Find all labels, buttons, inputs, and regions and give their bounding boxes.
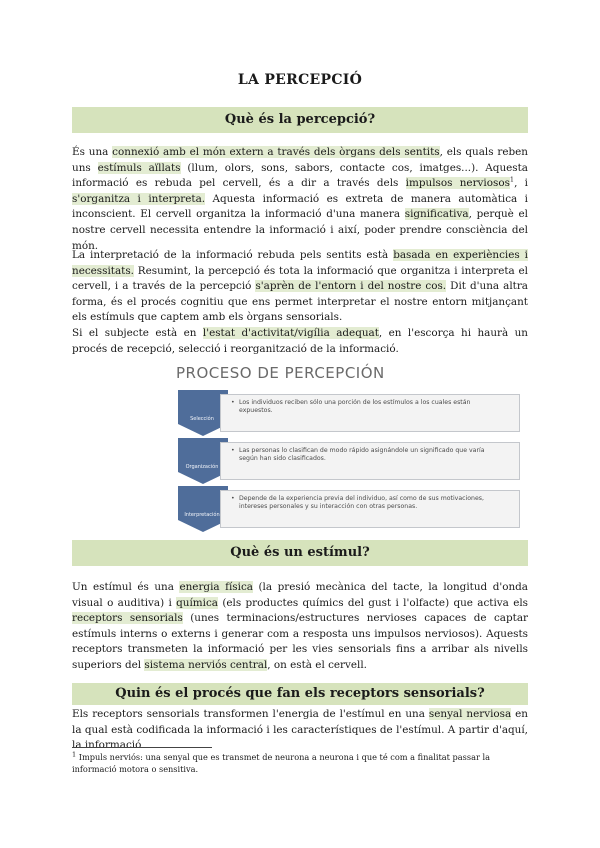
paragraph-perception-definition: És una connexió amb el món extern a través dels òrgans dels sentits, els quals reben uns estímuls aïllats (llum, olors, sons, sabors, contacte cos, imatges...). Aquesta informació es rebuda pel cervell, és a dir a través dels impulsos nerviosos$^1$, i s'organitza i interpreta. Aquesta informació es extreta de manera automàtica i inconscient. El cervell organitza la informació d'una manera significativa, perquè el nostre cervell necessita entendre la informació i així, poder prendre consciència del món. (72, 146, 529, 252)
footnote-ref[interactable]: 1 (509, 175, 515, 184)
footnote-separator (72, 747, 212, 748)
document-title: LA PERCEPCIÓ (237, 72, 363, 88)
stage-box-selection: • Los individuos reciben sólo una porción de los estímulos a los cuales están expuestos. (220, 394, 520, 432)
stage-box-organization: • Las personas lo clasifican de modo rápido asignándole un significado que varía según han sido clasificados. (220, 442, 520, 480)
section-heading-stimulus: Què és un estímul? (72, 540, 528, 566)
perception-process-diagram (176, 364, 524, 534)
diagram-title: PROCESO DE PERCEPCIÓN (176, 364, 385, 382)
stage-box-interpretation: • Depende de la experiencia previa del individuo, así como de sus motivaciones, intereses personales y su interacción con otras personas. (220, 490, 520, 528)
section-heading-perception: Què és la percepció? (72, 107, 528, 133)
stage-label-interpretation: Interpretación (184, 512, 220, 518)
footnote: $^1$ Impuls nerviós: una senyal que es transmet de neurona a neurona i que té com a finalitat passar la informació motora o sensitiva. (72, 750, 490, 774)
section-heading-receptors: Quin és el procés que fan els receptors sensorials? (72, 683, 528, 705)
paragraph-receptors: Els receptors sensorials transformen l'energia de l'estímul en una senyal nerviosa en la qual està codificada la informació i les característiques de l'estímul. A partir d'aquí, la informació (72, 708, 528, 752)
stage-label-organization: Organización (185, 464, 219, 470)
stage-label-selection: Selección (190, 416, 214, 422)
paragraph-interpretation: La interpretació de la informació rebuda pels sentits està basada en experiències i necessitats. Resumint, la percepció és tota la informació que organitza i interpreta el cervell, i a través de la percepció s'aprèn de l'entorn i del nostre cos. Dit d'una altra forma, és el procés cognitiu que ens permet interpretar el nostre entorn mitjançant els estímuls que captem amb els òrgans sensorials. Si el subjecte està en l'estat d'activitat/vigília adequat, en l'escorça hi haurà un procés de recepció, selecció i reorganització de la informació. (72, 249, 529, 355)
paragraph-stimulus: Un estímul és una energia física (la presió mecànica del tacte, la longitud d'onda visual o auditiva) i química (els productes químics del gust i l'olfacte) que activa els receptors sensorials (unes terminacions/estructures nervioses capaces de captar estímuls interns o externs i generar com a resposta uns impulsos nerviosos). Aquests receptors transmeten la informació per les vies sensorials fins a arribar als nivells superiors del sistema nerviós central, on està el cervell. (72, 581, 528, 671)
